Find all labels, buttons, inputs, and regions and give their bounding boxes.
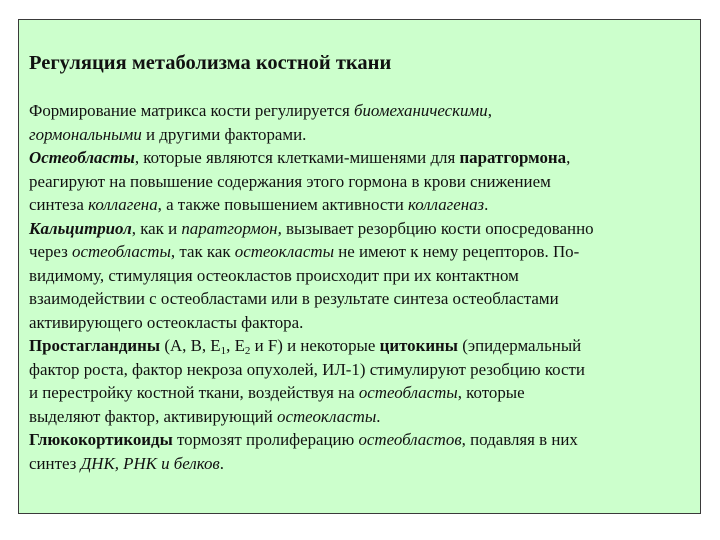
text-run: остеобласты	[358, 383, 458, 402]
text-run: , которые являются клетками-мишенями для	[134, 148, 460, 167]
text-run: синтеза	[29, 195, 89, 214]
text-run: ДНК, РНК и белков	[80, 453, 220, 473]
text-run: реагируют на повышение содержания этого гормона в крови снижением	[29, 171, 551, 191]
text-run: взаимодействии с остеобластами или в результате синтеза остеобластами	[29, 289, 559, 308]
text-run: , Е	[226, 336, 245, 355]
text-run: .	[376, 406, 381, 426]
text-run: видимому, стимуляция остеокластов происходит при их контактном	[29, 265, 519, 285]
text-run: Простагландины	[29, 336, 161, 355]
text-line	[29, 146, 690, 170]
text-run: гормональными	[29, 124, 142, 144]
text-line	[29, 123, 690, 147]
text-line	[29, 405, 690, 429]
text-run: выделяют фактор, активирующий	[29, 406, 278, 426]
text-run: , которые	[457, 383, 525, 402]
text-run: вызывает резорбцию кости опосредованно	[281, 218, 594, 238]
text-run: остеокласты	[277, 406, 377, 426]
text-run: 2	[244, 345, 251, 357]
text-run: и другими факторами.	[141, 124, 307, 144]
text-run: Глюкокортикоиды	[29, 430, 173, 449]
text-line	[29, 452, 690, 476]
text-line	[29, 170, 690, 194]
text-line	[29, 99, 690, 123]
text-line	[29, 287, 690, 311]
text-line	[29, 334, 690, 358]
text-line	[29, 240, 690, 264]
text-run: , а также повышением активности	[157, 195, 408, 214]
text-run: остеобласты	[72, 242, 171, 261]
text-line	[29, 311, 690, 335]
text-run: остеобластов	[358, 430, 462, 449]
text-line	[29, 217, 690, 241]
text-run: Кальцитриол	[29, 218, 132, 238]
text-run: , так как	[170, 242, 235, 261]
text-run: .	[484, 195, 489, 214]
text-run: не имеют к нему рецепторов. По-	[334, 242, 580, 261]
text-run: .	[219, 453, 224, 473]
text-run: (эпидермальный	[457, 336, 582, 355]
text-run: и F) и некоторые	[250, 336, 380, 355]
text-line	[29, 193, 690, 217]
text-line	[29, 381, 690, 405]
text-run: (А, В, Е	[160, 336, 221, 355]
text-run: коллагеназ	[407, 195, 485, 214]
text-run: остеокласты	[234, 242, 335, 261]
text-run: ,	[566, 148, 571, 167]
text-run: и перестройку костной ткани, воздействуя на	[29, 383, 359, 402]
text-run: биомеханическими	[353, 101, 488, 120]
text-line	[29, 428, 690, 452]
text-line	[29, 358, 690, 382]
text-run: 1	[220, 345, 227, 357]
text-run: , подавляя в них	[461, 430, 578, 449]
text-run: тормозят пролиферацию	[172, 430, 359, 449]
text-run: через	[29, 242, 73, 261]
text-run: фактор роста, фактор некроза опухолей, ИЛ-1) стимулируют резобцию кости	[29, 359, 585, 379]
slide-title: Регуляция метаболизма костной ткани	[29, 52, 392, 74]
text-run: Формирование матрикса кости регулируется	[29, 101, 354, 120]
text-run: активирующего остеокласты фактора.	[29, 312, 304, 332]
text-run: паратгормон,	[181, 218, 282, 238]
content-panel	[18, 19, 701, 514]
text-run: паратгормона	[459, 148, 567, 167]
text-run: синтез	[29, 453, 81, 473]
text-run: коллагена	[88, 195, 158, 214]
text-run: ,	[487, 101, 492, 120]
text-run: Остеобласты	[29, 148, 135, 167]
text-run: , как и	[131, 218, 182, 238]
slide-body-text	[29, 99, 690, 475]
text-line	[29, 264, 690, 288]
text-run: цитокины	[379, 336, 458, 355]
